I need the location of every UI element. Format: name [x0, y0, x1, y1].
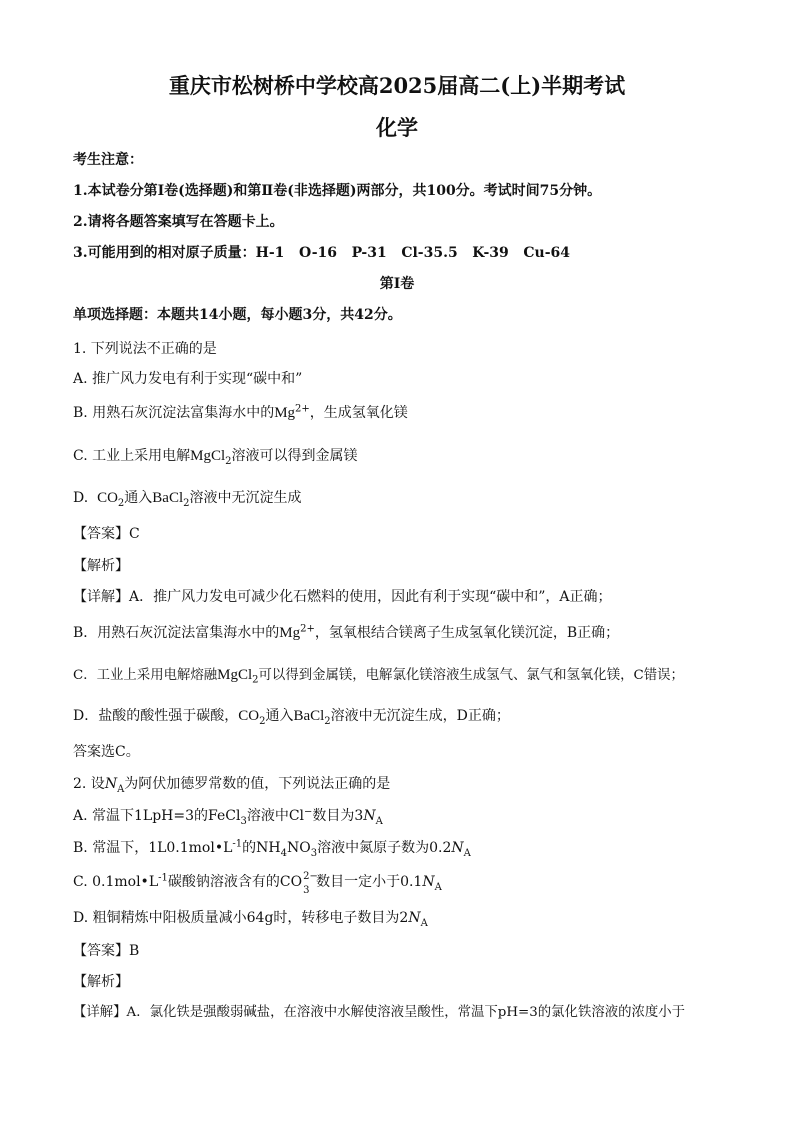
notice-heading: 考生注意：: [73, 152, 143, 168]
q2-c-na-sub: A: [434, 881, 442, 893]
q1-detail-a: 【详解】A．推广风力发电可减少化石燃料的使用，因此有利于实现“碳中和”，A正确；: [73, 589, 612, 605]
notice-item-2: 2.请将各题答案填写在答题卡上。: [73, 214, 284, 230]
q1-c-post: 溶液可以得到金属镁: [231, 448, 358, 464]
q1-answer: 【答案】C: [73, 526, 140, 542]
section-volume: 第Ⅰ卷: [379, 276, 415, 292]
q2-stem-na: N: [104, 776, 118, 792]
notice-item-1: 1.本试卷分第Ⅰ卷(选择题)和第Ⅱ卷(非选择题)两部分，共100分。考试时间75分钟。: [73, 183, 602, 199]
q1-d-post: 溶液中无沉淀生成: [189, 490, 302, 506]
q2-c-sup2: 2−: [303, 871, 318, 882]
q2-c-sub: 3: [303, 885, 310, 896]
q2-c-na: N: [422, 874, 435, 890]
q1-detail-d-sub2: 2: [324, 715, 331, 727]
q1-detail-c-text: C．工业上采用电解熔融: [73, 668, 218, 683]
q1-b-sup: 2+: [295, 403, 310, 415]
q1-detail-c-post: 可以得到金属镁，电解氯化镁溶液生成氢气、氯气和氢氧化镁，C错误；: [258, 668, 684, 683]
q2-a-sup: −: [304, 806, 313, 818]
q2-c-text: C. 0.1mol•L: [73, 874, 159, 890]
q2-a-na-sub: A: [375, 815, 383, 827]
q2-b-sup: -1: [232, 838, 243, 850]
q2-detail-a: 【详解】A．氯化铁是强酸弱碱盐，在溶液中水解使溶液呈酸性，常温下pH=3的氯化铁溶液的浓度小于: [73, 1005, 686, 1020]
q2-b-post: 溶液中氮原子数为0.2: [317, 840, 452, 856]
exam-title: 重庆市松树桥中学校高2025届高二(上)半期考试: [168, 73, 626, 98]
q1-detail-d-post: 溶液中无沉淀生成，D正确；: [330, 708, 510, 724]
q1-detail-c: [73, 665, 734, 686]
q2-stem-post: 为阿伏加德罗常数的值，下列说法正确的是: [124, 776, 391, 792]
q1-d-mid: 通入: [124, 490, 153, 506]
q1-c-sub: 2: [225, 455, 232, 467]
q2-a-mid: 溶液中Cl: [246, 808, 305, 824]
q1-detail-d-chem1: CO: [238, 708, 260, 724]
q2-b-na-sub: A: [463, 847, 471, 859]
q1-analysis-label: 【解析】: [73, 558, 129, 574]
q1-d-chem2: BaCl: [152, 490, 184, 506]
q2-c-sup: -1: [158, 872, 168, 884]
q1-d-sub2: 2: [183, 497, 190, 509]
q2-stem-na-sub: A: [117, 783, 125, 795]
q1-c-text: C. 工业上采用电解: [73, 448, 191, 464]
q1-b-chem: Mg: [274, 405, 296, 421]
q2-b-mid1: 的NH: [242, 840, 281, 856]
q2-option-a: [73, 806, 734, 826]
q1-conclusion: 答案选C。: [73, 744, 140, 760]
q2-a-text: A. 常温下1LpH=3的FeCl: [73, 808, 241, 824]
q1-detail-d-mid: 通入: [265, 708, 294, 724]
q1-detail-d-sub1: 2: [259, 715, 266, 727]
q2-b-text: B. 常温下，1L0.1mol•L: [73, 840, 233, 856]
q1-detail-b-text: B．用熟石灰沉淀法富集海水中的: [73, 625, 280, 641]
q1-detail-d-chem2: BaCl: [293, 708, 325, 724]
q2-d-na: N: [408, 910, 421, 926]
notice-item-3: 3.可能用到的相对原子质量：H-1 O-16 P-31 Cl-35.5 K-39 Cu-64: [73, 245, 570, 261]
q1-d-text: D.: [73, 490, 98, 506]
q1-option-c: [73, 446, 734, 466]
q1-option-d: [73, 488, 734, 508]
q1-detail-c-chem: MgCl: [217, 667, 253, 683]
q2-stem: [73, 774, 734, 794]
q1-detail-b-chem: Mg: [279, 625, 301, 641]
q2-option-b: [73, 838, 734, 858]
q2-c-mid: 碳酸钠溶液含有的CO: [167, 874, 303, 890]
q2-stem-pre: 2. 设: [73, 776, 105, 792]
q1-detail-b-post: ，氢氧根结合镁离子生成氢氧化镁沉淀，B正确；: [314, 625, 620, 641]
q2-c-ion-charge: [302, 871, 318, 896]
q2-c-post: 数目一定小于0.1: [316, 874, 423, 890]
q1-b-post: ，生成氢氧化镁: [309, 405, 408, 421]
q1-b-text: B. 用熟石灰沉淀法富集海水中的: [73, 405, 275, 421]
q2-option-d: [73, 908, 734, 928]
q2-b-na: N: [451, 840, 464, 856]
q2-analysis-label: 【解析】: [73, 974, 129, 990]
q2-b-sub1: 4: [280, 847, 287, 859]
q1-detail-d-text: D．盐酸的酸性强于碳酸，: [73, 708, 239, 724]
q2-b-sub2: 3: [310, 847, 318, 859]
q2-a-na: N: [363, 808, 376, 824]
q1-detail-b-sup: 2+: [300, 623, 315, 635]
q1-detail-c-sub: 2: [252, 674, 259, 686]
q2-answer: 【答案】B: [73, 943, 140, 959]
q2-d-na-sub: A: [420, 917, 428, 929]
q2-b-mid2: NO: [287, 840, 311, 856]
q2-option-c: [73, 871, 734, 896]
q1-option-a: A. 推广风力发电有利于实现“碳中和”: [73, 371, 303, 387]
q1-detail-b: [73, 623, 734, 643]
q2-a-sub: 3: [240, 815, 247, 827]
exam-subject: 化学: [376, 115, 418, 140]
q1-d-chem1: CO: [97, 490, 118, 506]
q1-stem: 1. 下列说法不正确的是: [73, 341, 217, 357]
q2-d-text: D. 粗铜精炼中阳极质量减小64g时，转移电子数目为2: [73, 910, 409, 926]
q1-d-sub1: 2: [117, 497, 125, 509]
q1-option-b: [73, 403, 734, 423]
q2-a-post: 数目为3: [312, 808, 364, 824]
section-instruction: 单项选择题：本题共14小题，每小题3分，共42分。: [73, 307, 402, 323]
q1-detail-d: [73, 706, 734, 726]
q1-c-chem: MgCl: [190, 448, 226, 464]
